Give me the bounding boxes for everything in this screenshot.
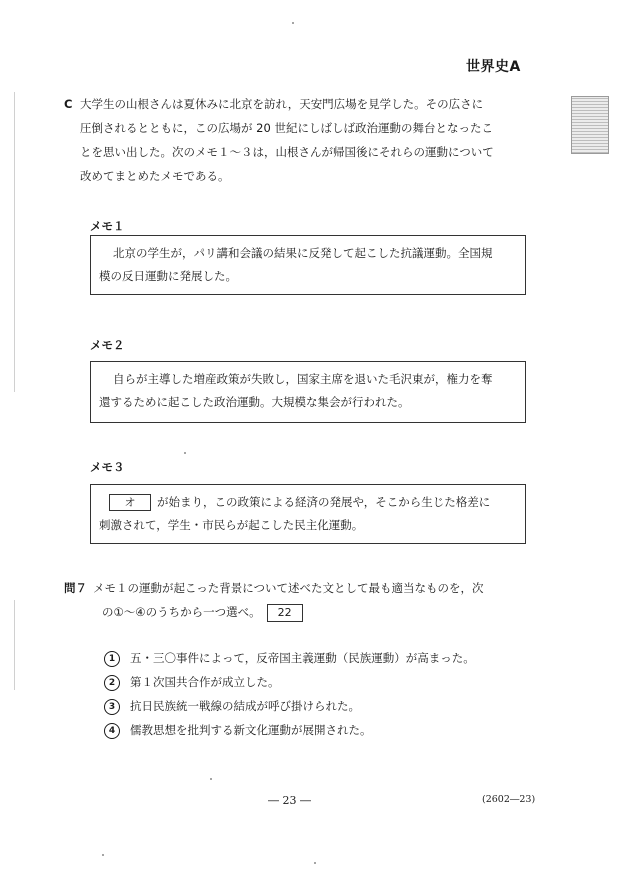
blank-o-box: オ: [109, 494, 151, 511]
memo3-line1-text: が始まり，この政策による経済の発展や，そこから生じた格差に: [157, 495, 491, 509]
choice-text: 五・三〇事件によって，反帝国主義運動（民族運動）が高まった。: [130, 651, 475, 665]
scan-speck: [102, 854, 104, 856]
scan-speck: [292, 22, 294, 24]
memo2-label: メモ２: [90, 338, 125, 352]
scan-speck: [210, 778, 212, 780]
choice-number-icon: 3: [104, 699, 120, 715]
side-index-tab: [571, 96, 609, 154]
choice-item[interactable]: [104, 718, 524, 742]
answer-number-box: 22: [267, 604, 303, 622]
memo3-label: メモ３: [90, 460, 125, 474]
choice-number-icon: 4: [104, 723, 120, 739]
question-text: の①～④のうちから一つ選べ。: [102, 605, 261, 619]
choice-list: [104, 646, 524, 742]
memo2-box: [90, 361, 526, 423]
choice-number-icon: 2: [104, 675, 120, 691]
choice-item[interactable]: [104, 670, 524, 694]
question-line: [64, 576, 536, 600]
memo3-line: [99, 491, 517, 514]
memo1-label: メモ１: [90, 219, 125, 233]
choice-item[interactable]: [104, 646, 524, 670]
left-margin-rule: [14, 600, 15, 690]
left-margin-rule: [14, 92, 15, 392]
choice-text: 第１次国共合作が成立した。: [130, 675, 280, 689]
question-text: メモ１の運動が起こった背景について述べた文として最も適当なものを，次: [93, 581, 484, 595]
subject-title: 世界史A: [466, 59, 521, 75]
memo3-line: 刺激されて，学生・市民らが起こした民主化運動。: [99, 518, 364, 532]
scan-speck: [184, 452, 186, 454]
intro-paragraph: [64, 92, 536, 188]
intro-line: 圧倒されるとともに，この広場が 20 世紀にしばしば政治運動の舞台となったこ: [80, 121, 493, 135]
choice-text: 儒教思想を批判する新文化運動が展開された。: [130, 723, 372, 737]
choice-item[interactable]: [104, 694, 524, 718]
choice-text: 抗日民族統一戦線の結成が呼び掛けられた。: [130, 699, 360, 713]
page-number: ― 23 ―: [268, 794, 311, 807]
scan-speck: [314, 862, 316, 864]
question-number: 問７: [64, 581, 87, 595]
choice-number-icon: 1: [104, 651, 120, 667]
memo2-line: 自らが主導した増産政策が失敗し，国家主席を退いた毛沢東が，権力を奪: [113, 372, 493, 386]
page-code: (2602―23): [482, 794, 536, 805]
question-line: [102, 600, 536, 624]
memo3-box: [90, 484, 526, 544]
question-7: [64, 576, 536, 624]
section-mark: C: [64, 97, 73, 111]
memo1-line: 模の反日運動に発展した。: [99, 269, 237, 283]
memo2-line: 還するために起こした政治運動。大規模な集会が行われた。: [99, 395, 410, 409]
intro-line: 改めてまとめたメモである。: [80, 169, 230, 183]
intro-line: とを思い出した。次のメモ１～３は，山根さんが帰国後にそれらの運動について: [80, 145, 494, 159]
memo1-line: 北京の学生が，パリ講和会議の結果に反発して起こした抗議運動。全国規: [113, 246, 493, 260]
memo1-box: [90, 235, 526, 295]
intro-line: 大学生の山根さんは夏休みに北京を訪れ，天安門広場を見学した。その広さに: [80, 97, 484, 111]
